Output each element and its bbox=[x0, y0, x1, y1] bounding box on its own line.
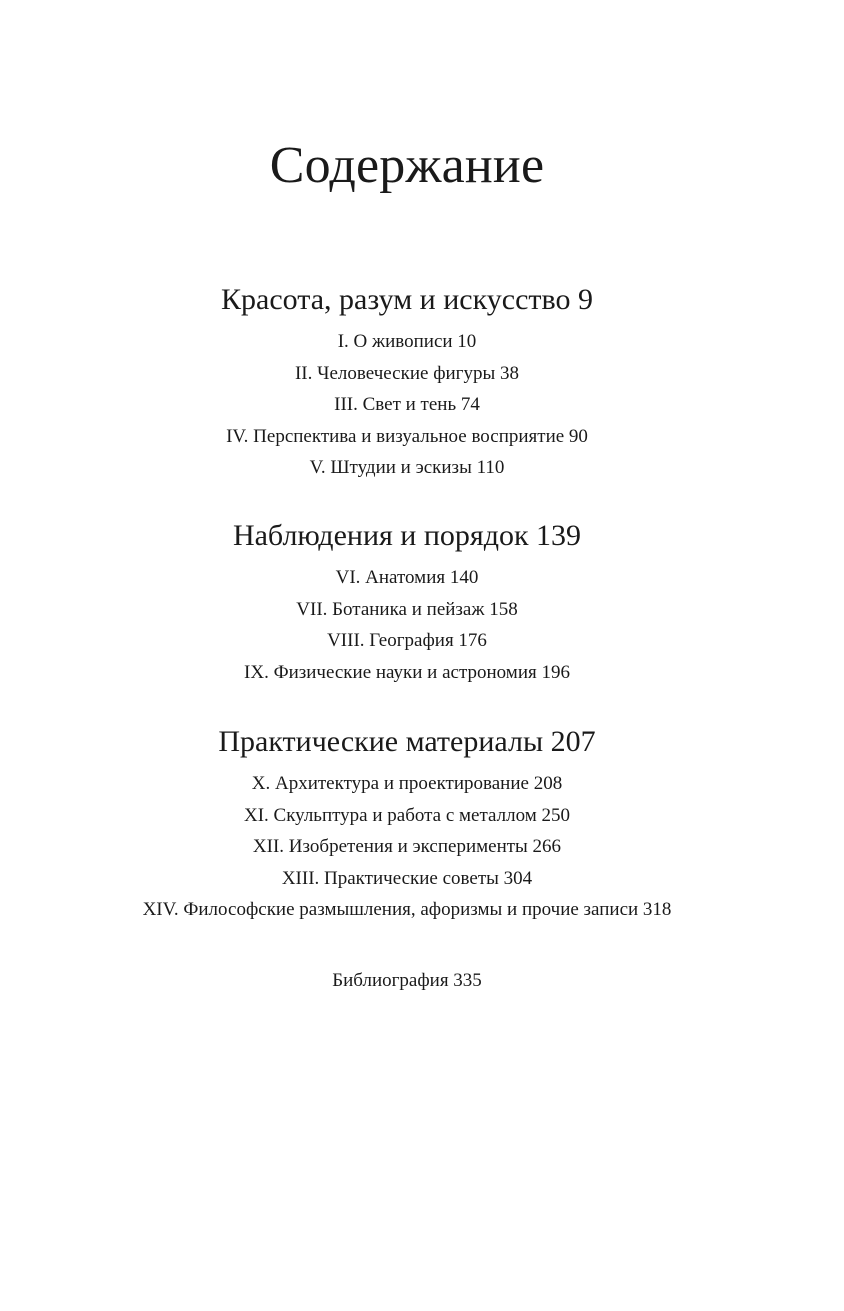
chapter-entry: XI. Скульптура и работа с металлом 250 bbox=[243, 804, 571, 826]
toc-part-2 bbox=[0, 518, 814, 688]
chapter-entry: VI. Анатомия 140 bbox=[335, 567, 479, 588]
part-title: Практические материалы 207 bbox=[218, 725, 596, 758]
part-title: Красота, разум и искусство 9 bbox=[221, 283, 593, 316]
chapter-entry: I. О живописи 10 bbox=[337, 331, 477, 352]
bibliography-entry: Библиография 335 bbox=[332, 970, 482, 991]
toc-part-3 bbox=[0, 724, 814, 926]
chapter-entry: X. Архитектура и проектирование 208 bbox=[251, 773, 563, 794]
chapter-entry: IX. Физические науки и астрономия 196 bbox=[244, 661, 570, 683]
chapter-entry: III. Свет и тень 74 bbox=[334, 394, 480, 416]
chapter-entry: XII. Изобретения и эксперименты 266 bbox=[252, 836, 562, 858]
chapter-entry: VIII. География 176 bbox=[327, 630, 487, 652]
chapter-entry: II. Человеческие фигуры 38 bbox=[294, 362, 519, 384]
toc-part-1 bbox=[0, 282, 814, 484]
chapter-entry: XIII. Практические советы 304 bbox=[281, 867, 533, 889]
chapter-entry: XIV. Философские размышления, афоризмы и прочие записи 318 bbox=[142, 899, 672, 921]
chapter-entry: V. Штудии и эскизы 110 bbox=[309, 457, 505, 479]
page-title: Содержание bbox=[269, 137, 545, 194]
chapter-entry: VII. Ботаника и пейзаж 158 bbox=[296, 598, 518, 620]
chapter-entry: IV. Перспектива и визуальное восприятие 90 bbox=[226, 425, 588, 447]
part-title: Наблюдения и порядок 139 bbox=[232, 519, 582, 552]
